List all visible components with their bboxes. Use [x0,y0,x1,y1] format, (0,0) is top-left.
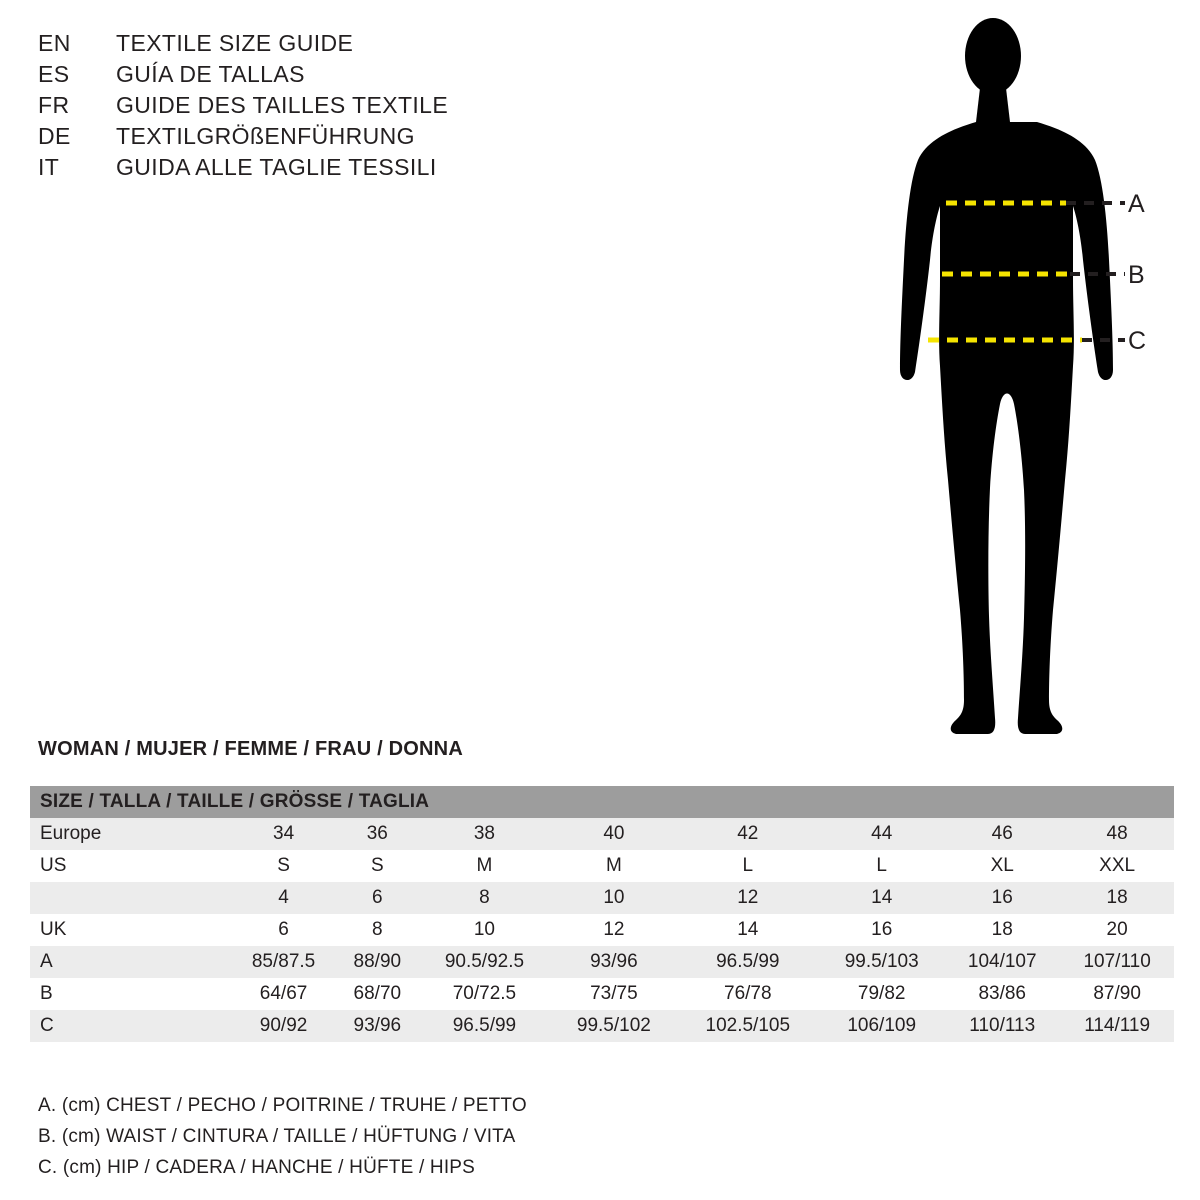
cell: 12 [676,882,819,914]
table-row [30,914,1174,946]
language-row [38,123,678,154]
cell: 83/86 [944,978,1060,1010]
row-label: US [30,850,230,882]
language-title: TEXTILE SIZE GUIDE [116,30,354,56]
row-label [30,882,230,914]
row-label: UK [30,914,230,946]
cell: 87/90 [1060,978,1174,1010]
footnote-hip: C. (cm) HIP / CADERA / HANCHE / HÜFTE / HIPS [38,1157,476,1178]
cell: 36 [337,818,417,850]
cell: M [417,850,551,882]
cell: 102.5/105 [676,1010,819,1042]
cell: 96.5/99 [417,1010,551,1042]
cell: 104/107 [944,946,1060,978]
language-code: EN [38,30,71,56]
cell: 85/87.5 [230,946,337,978]
marker-label-c: C [1128,327,1147,355]
table-row [30,978,1174,1010]
row-label: Europe [30,818,230,850]
cell: S [337,850,417,882]
cell: 14 [819,882,944,914]
table-row [30,882,1174,914]
cell: 42 [676,818,819,850]
cell: 106/109 [819,1010,944,1042]
language-title: GUIDE DES TAILLES TEXTILE [116,92,449,118]
language-code: ES [38,61,70,87]
cell: 10 [417,914,551,946]
table-row [30,818,1174,850]
cell: L [819,850,944,882]
cell: 88/90 [337,946,417,978]
cell: 107/110 [1060,946,1174,978]
cell: 6 [337,882,417,914]
cell: S [230,850,337,882]
cell: 16 [944,882,1060,914]
table-row [30,850,1174,882]
language-code: IT [38,154,60,180]
cell: 18 [1060,882,1174,914]
cell: 99.5/103 [819,946,944,978]
cell: 70/72.5 [417,978,551,1010]
cell: 12 [551,914,676,946]
size-table [30,786,1174,1042]
cell: 8 [417,882,551,914]
cell: 40 [551,818,676,850]
cell: 6 [230,914,337,946]
table-header-title: SIZE / TALLA / TAILLE / GRÖSSE / TAGLIA [30,786,1174,818]
language-title: TEXTILGRÖßENFÜHRUNG [116,123,415,149]
language-code: FR [38,92,70,118]
cell: 110/113 [944,1010,1060,1042]
language-row [38,61,678,92]
cell: 93/96 [337,1010,417,1042]
cell: 48 [1060,818,1174,850]
cell: 18 [944,914,1060,946]
footnote-list [38,1090,527,1183]
language-title: GUÍA DE TALLAS [116,61,305,87]
language-title: GUIDA ALLE TAGLIE TESSILI [116,154,437,180]
language-row [38,154,678,185]
cell: 90/92 [230,1010,337,1042]
cell: 90.5/92.5 [417,946,551,978]
cell: 73/75 [551,978,676,1010]
cell: 16 [819,914,944,946]
language-code: DE [38,123,71,149]
row-label: A [30,946,230,978]
table-row [30,1010,1174,1042]
marker-label-a: A [1128,190,1145,218]
measurement-lines [860,10,1190,750]
cell: 68/70 [337,978,417,1010]
table-header-row [30,786,1174,818]
cell: 4 [230,882,337,914]
cell: 38 [417,818,551,850]
cell: 114/119 [1060,1010,1174,1042]
table-row [30,946,1174,978]
cell: 10 [551,882,676,914]
cell: 20 [1060,914,1174,946]
cell: L [676,850,819,882]
cell: 44 [819,818,944,850]
cell: XXL [1060,850,1174,882]
cell: XL [944,850,1060,882]
cell: 99.5/102 [551,1010,676,1042]
cell: 34 [230,818,337,850]
body-measurement-figure [860,10,1190,750]
cell: 46 [944,818,1060,850]
cell: 93/96 [551,946,676,978]
footnote-chest: A. (cm) CHEST / PECHO / POITRINE / TRUHE / PETTO [38,1095,527,1116]
cell: 8 [337,914,417,946]
cell: 14 [676,914,819,946]
row-label: C [30,1010,230,1042]
row-label: B [30,978,230,1010]
cell: 96.5/99 [676,946,819,978]
cell: 79/82 [819,978,944,1010]
cell: 64/67 [230,978,337,1010]
language-title-list [38,30,678,185]
footnote-waist: B. (cm) WAIST / CINTURA / TAILLE / HÜFTUNG / VITA [38,1126,516,1147]
cell: 76/78 [676,978,819,1010]
cell: M [551,850,676,882]
language-row [38,30,678,61]
section-title: WOMAN / MUJER / FEMME / FRAU / DONNA [38,738,463,760]
language-row [38,92,678,123]
marker-label-b: B [1128,261,1145,289]
